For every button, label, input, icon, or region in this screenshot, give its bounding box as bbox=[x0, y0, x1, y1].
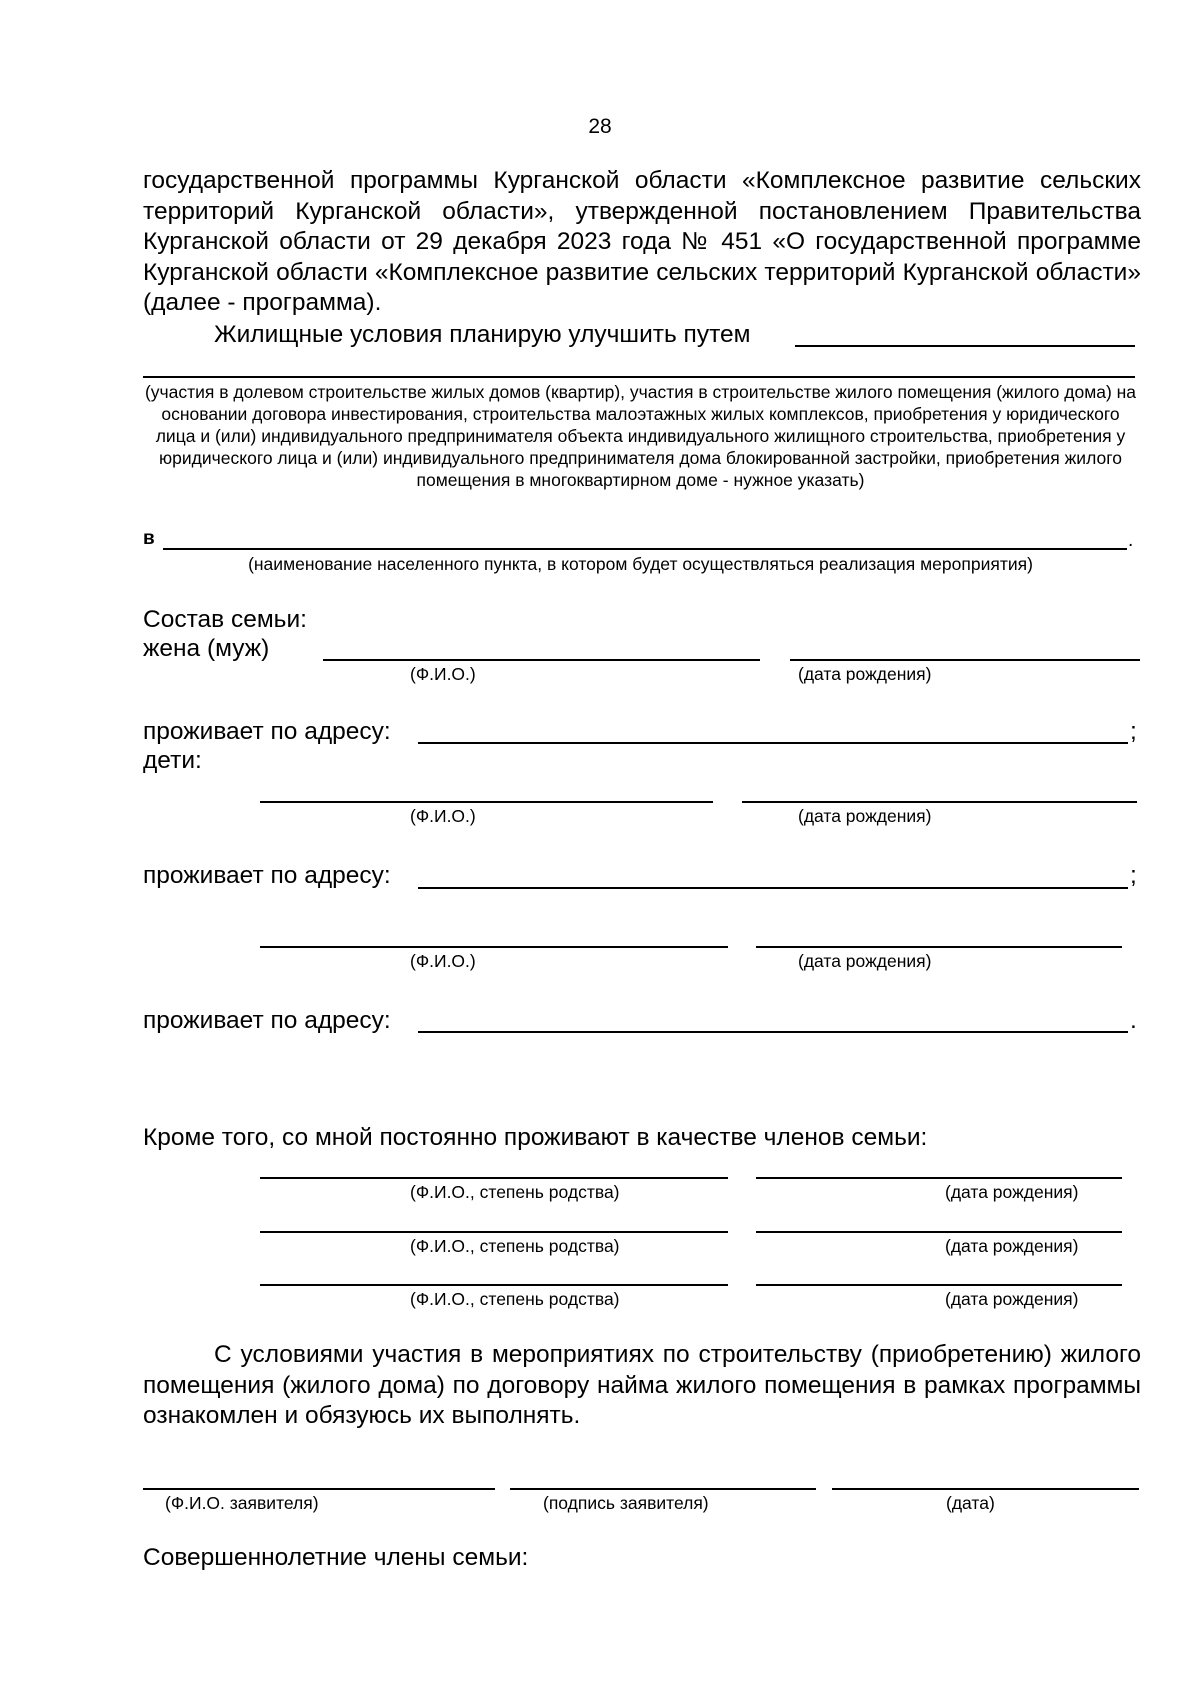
member-3-fio-hint: (Ф.И.О., степень родства) bbox=[410, 1289, 620, 1309]
location-hint: (наименование населенного пункта, в котором будет осуществляться реализация мероприятия) bbox=[248, 554, 1033, 574]
spouse-address-label: проживает по адресу: bbox=[143, 718, 391, 745]
spouse-birth-date-field[interactable] bbox=[790, 659, 1140, 661]
child-2-address-field[interactable] bbox=[418, 1031, 1128, 1033]
child-2-fio-hint: (Ф.И.О.) bbox=[410, 951, 476, 971]
signature-date-hint: (дата) bbox=[946, 1493, 995, 1513]
member-1-name-field[interactable] bbox=[260, 1177, 728, 1179]
child-1-address-field[interactable] bbox=[418, 887, 1128, 889]
child-1-address-end: ; bbox=[1130, 862, 1137, 889]
child-2-birth-date-field[interactable] bbox=[756, 946, 1122, 948]
housing-label: Жилищные условия планирую улучшить путем bbox=[214, 321, 751, 348]
member-1-fio-hint: (Ф.И.О., степень родства) bbox=[410, 1182, 620, 1202]
child-2-name-field[interactable] bbox=[260, 946, 728, 948]
spouse-label: жена (муж) bbox=[143, 635, 270, 662]
agreement-paragraph: С условиями участия в мероприятиях по строительству (приобретению) жилого помещения (жилого дома) по договору найма жилого помещения в рамках программы ознакомлен и обязуюсь их выполнять. bbox=[143, 1341, 1141, 1429]
applicant-name-field[interactable] bbox=[143, 1488, 495, 1490]
member-1-birth-date-field[interactable] bbox=[756, 1177, 1122, 1179]
child-1-fio-hint: (Ф.И.О.) bbox=[410, 806, 476, 826]
spouse-address-end: ; bbox=[1130, 718, 1137, 745]
location-field[interactable] bbox=[163, 548, 1127, 550]
member-2-birth-hint: (дата рождения) bbox=[945, 1236, 1079, 1256]
page-number: 28 bbox=[588, 115, 612, 138]
housing-method-field-continued[interactable] bbox=[143, 376, 1135, 378]
spouse-name-field[interactable] bbox=[323, 659, 760, 661]
member-1-birth-hint: (дата рождения) bbox=[945, 1182, 1079, 1202]
spouse-birth-hint: (дата рождения) bbox=[798, 664, 932, 684]
spouse-fio-hint: (Ф.И.О.) bbox=[410, 664, 476, 684]
location-prefix: в bbox=[143, 528, 155, 549]
housing-hint: (участия в долевом строительстве жилых домов (квартир), участия в строительстве жилого помещения (жилого дома) на основании договора инвестирования, строительства малоэтажных жилых комплексов, приобретения у юридического лица и (или) индивидуального предпринимателя объекта индивидуального жилищного строительства, приобретения у юридического лица и (или) индивидуального предпринимателя дома блокированной застройки, приобретения жилого помещения в многоквартирном доме - нужное указать) bbox=[144, 382, 1137, 490]
child-2-address-label: проживает по адресу: bbox=[143, 1007, 391, 1034]
adult-members-heading: Совершеннолетние члены семьи: bbox=[143, 1544, 529, 1571]
member-2-name-field[interactable] bbox=[260, 1231, 728, 1233]
member-2-birth-date-field[interactable] bbox=[756, 1231, 1122, 1233]
signature-date-field[interactable] bbox=[832, 1488, 1139, 1490]
member-3-birth-date-field[interactable] bbox=[756, 1284, 1122, 1286]
member-3-name-field[interactable] bbox=[260, 1284, 728, 1286]
member-2-fio-hint: (Ф.И.О., степень родства) bbox=[410, 1236, 620, 1256]
child-1-address-label: проживает по адресу: bbox=[143, 862, 391, 889]
applicant-name-hint: (Ф.И.О. заявителя) bbox=[165, 1493, 319, 1513]
child-1-birth-hint: (дата рождения) bbox=[798, 806, 932, 826]
member-3-birth-hint: (дата рождения) bbox=[945, 1289, 1079, 1309]
children-label: дети: bbox=[143, 747, 202, 774]
spouse-address-field[interactable] bbox=[418, 742, 1128, 744]
child-1-birth-date-field[interactable] bbox=[742, 801, 1137, 803]
other-members-text: Кроме того, со мной постоянно проживают в качестве членов семьи: bbox=[143, 1124, 928, 1151]
child-1-name-field[interactable] bbox=[260, 801, 713, 803]
family-heading: Состав семьи: bbox=[143, 606, 307, 633]
applicant-signature-field[interactable] bbox=[510, 1488, 816, 1490]
applicant-signature-hint: (подпись заявителя) bbox=[543, 1493, 709, 1513]
housing-method-field[interactable] bbox=[795, 345, 1135, 347]
child-2-address-end: . bbox=[1130, 1007, 1137, 1034]
location-end: . bbox=[1128, 530, 1134, 551]
intro-paragraph: государственной программы Курганской области «Комплексное развитие сельских территорий Курганской области», утвержденной постановлением Правительства Курганской области от 29 декабря 2023 года № 451 «О государственной программе Курганской области «Комплексное развитие сельских территорий Курганской области» (далее - программа). bbox=[143, 167, 1141, 316]
child-2-birth-hint: (дата рождения) bbox=[798, 951, 932, 971]
